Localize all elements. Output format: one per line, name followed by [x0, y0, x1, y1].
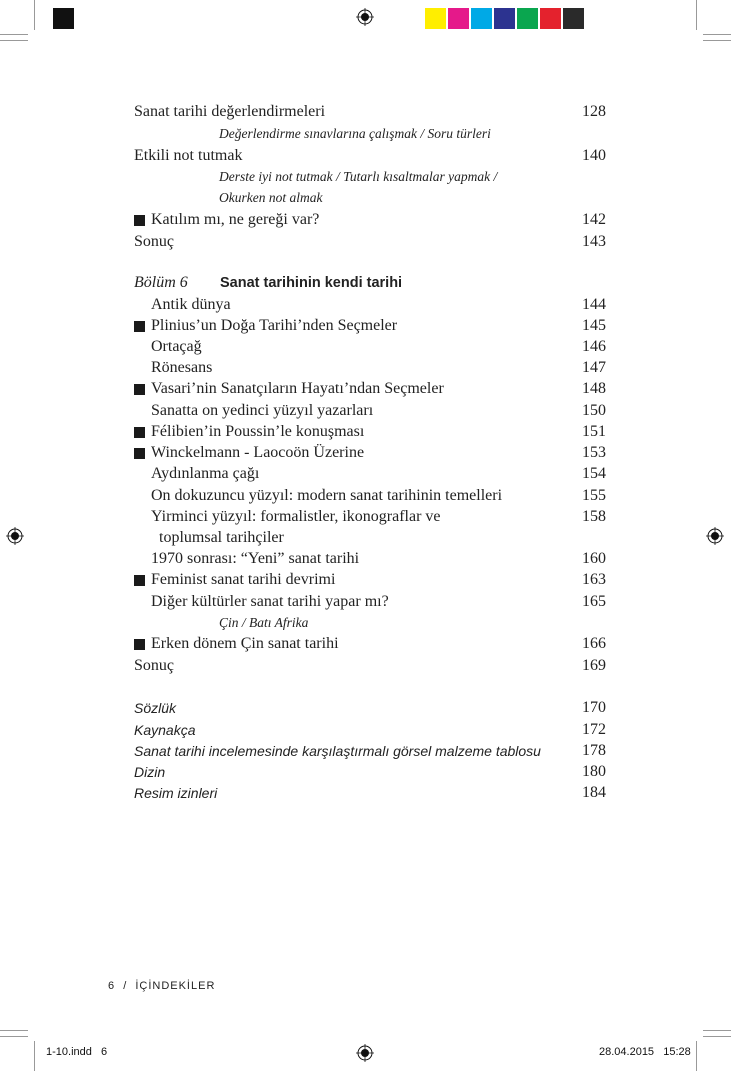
toc-subentry-title: Değerlendirme sınavlarına çalışmak / Soru türleri	[219, 126, 491, 141]
bullet-square-icon	[134, 384, 145, 395]
toc-backmatter-entry	[134, 719, 606, 741]
toc-entry-page: 170	[582, 699, 606, 716]
toc-entry-title: Etkili not tutmak	[134, 147, 243, 164]
toc-entry-title: toplumsal tarihçiler	[159, 529, 284, 546]
color-swatch-yellow	[425, 8, 446, 29]
toc-backmatter-entry	[134, 697, 606, 719]
toc-entry	[134, 400, 606, 422]
registration-square-black	[53, 8, 74, 29]
toc-entry-page: 151	[582, 423, 606, 440]
running-footer	[108, 980, 215, 992]
toc-entry-title: Feminist sanat tarihi devrimi	[151, 571, 336, 588]
toc-entry-page: 166	[582, 635, 606, 652]
slug-file-name: 1-10.indd 6	[46, 1046, 108, 1058]
toc-backmatter-entry	[134, 761, 606, 783]
toc-entry-title: Katılım mı, ne gereği var?	[151, 211, 320, 228]
crop-mark-top-right-h2	[703, 40, 731, 41]
toc-entry	[134, 548, 606, 570]
crop-mark-bottom-left-h	[0, 1030, 28, 1031]
toc-backmatter-entry	[134, 740, 606, 762]
bullet-square-icon	[134, 575, 145, 586]
crop-mark-top-left-v	[34, 0, 35, 30]
toc-entry-page: 172	[582, 721, 606, 738]
registration-target-right-icon	[706, 527, 724, 545]
bullet-square-icon	[134, 215, 145, 226]
toc-entry-page: 142	[582, 211, 606, 228]
chapter-title: Sanat tarihinin kendi tarihi	[220, 275, 403, 291]
toc-entry	[134, 655, 606, 677]
crop-mark-top-left-h	[0, 34, 28, 35]
toc-entry-page: 155	[582, 487, 606, 504]
toc-entry-page: 158	[582, 508, 606, 525]
toc-entry	[134, 231, 606, 253]
crop-mark-bottom-right-h	[703, 1030, 731, 1031]
toc-backmatter-entry	[134, 782, 606, 804]
registration-target-top-icon	[356, 8, 374, 26]
crop-mark-top-right-h	[703, 34, 731, 35]
toc-entry-title: Resim izinleri	[134, 785, 218, 801]
toc-entry	[134, 485, 606, 507]
toc-entry-page: 178	[582, 742, 606, 759]
toc-entry-page: 147	[582, 359, 606, 376]
toc-entry-boxed	[134, 378, 606, 400]
toc-subentry-title: Çin / Batı Afrika	[219, 615, 309, 630]
crop-mark-bottom-right-v	[696, 1041, 697, 1071]
toc-entry-title: Diğer kültürler sanat tarihi yapar mı?	[151, 593, 389, 610]
toc-entry-page: 163	[582, 571, 606, 588]
toc-entry	[134, 591, 606, 613]
crop-mark-bottom-left-h2	[0, 1036, 28, 1037]
toc-subentry	[134, 612, 606, 634]
toc-entry-page: 145	[582, 317, 606, 334]
toc-entry	[134, 145, 606, 167]
footer-section-title: İÇİNDEKİLER	[135, 980, 216, 992]
toc-entry-boxed	[134, 442, 606, 464]
toc-entry-page: 153	[582, 444, 606, 461]
toc-entry-page: 150	[582, 402, 606, 419]
toc-entry-title: Dizin	[134, 764, 166, 780]
registration-target-bottom-icon	[356, 1044, 374, 1062]
crop-mark-bottom-left-v	[34, 1041, 35, 1071]
footer-separator: /	[123, 980, 128, 992]
toc-entry-title: Aydınlanma çağı	[151, 465, 260, 482]
toc-entry-page: 180	[582, 763, 606, 780]
toc-entry-title: Sanatta on yedinci yüzyıl yazarları	[151, 402, 374, 419]
crop-mark-bottom-right-h2	[703, 1036, 731, 1037]
color-swatch-blue	[494, 8, 515, 29]
toc-entry-title: Antik dünya	[151, 296, 231, 313]
toc-entry-page: 184	[582, 784, 606, 801]
toc-entry	[134, 357, 606, 379]
toc-entry-title: Sonuç	[134, 657, 174, 674]
bullet-square-icon	[134, 427, 145, 438]
toc-entry-title: Winckelmann - Laocoön Üzerine	[151, 444, 365, 461]
toc-entry-page: 160	[582, 550, 606, 567]
toc-entry-title: Rönesans	[151, 359, 213, 376]
toc-entry-title: On dokuzuncu yüzyıl: modern sanat tarihinin temelleri	[151, 487, 503, 504]
toc-entry-title: Erken dönem Çin sanat tarihi	[151, 635, 339, 652]
toc-entry-title: Sanat tarihi incelemesinde karşılaştırmalı görsel malzeme tablosu	[134, 743, 541, 759]
chapter-label: Bölüm 6	[134, 274, 188, 291]
toc-entry-page: 143	[582, 233, 606, 250]
color-swatch-green	[517, 8, 538, 29]
toc-subentry	[134, 166, 606, 188]
toc-entry-page: 165	[582, 593, 606, 610]
color-swatch-magenta	[448, 8, 469, 29]
slug-date-time: 28.04.2015 15:28	[599, 1046, 691, 1058]
toc-entry-page: 144	[582, 296, 606, 313]
toc-entry-title: Kaynakça	[134, 722, 196, 738]
registration-target-left-icon	[6, 527, 24, 545]
toc-entry-boxed	[134, 315, 606, 337]
crop-mark-top-right-v	[696, 0, 697, 30]
toc-entry-page: 169	[582, 657, 606, 674]
bullet-square-icon	[134, 639, 145, 650]
bullet-square-icon	[134, 448, 145, 459]
toc-entry-continuation	[134, 527, 606, 549]
toc-subentry	[134, 187, 606, 209]
toc-entry	[134, 463, 606, 485]
color-swatch-cyan	[471, 8, 492, 29]
chapter-heading	[134, 272, 606, 294]
toc-subentry	[134, 123, 606, 145]
footer-page-number: 6	[108, 980, 116, 992]
toc-entry	[134, 101, 606, 123]
toc-entry-title: Yirminci yüzyıl: formalistler, ikonograflar ve	[151, 508, 441, 525]
toc-entry-boxed	[134, 421, 606, 443]
bullet-square-icon	[134, 321, 145, 332]
toc-entry-boxed	[134, 569, 606, 591]
crop-mark-top-left-h2	[0, 40, 28, 41]
toc-entry-title: Sanat tarihi değerlendirmeleri	[134, 103, 326, 120]
toc-entry-title: Sözlük	[134, 700, 177, 716]
toc-entry-boxed	[134, 633, 606, 655]
toc-entry-title: 1970 sonrası: “Yeni” sanat tarihi	[151, 550, 360, 567]
toc-entry-page: 154	[582, 465, 606, 482]
toc-entry-title: Vasari’nin Sanatçıların Hayatı’ndan Seçmeler	[151, 380, 444, 397]
toc-entry-title: Félibien’in Poussin’le konuşması	[151, 423, 365, 440]
toc-entry-page: 146	[582, 338, 606, 355]
toc-entry-boxed	[134, 209, 606, 231]
toc-entry	[134, 294, 606, 316]
toc-entry-page: 148	[582, 380, 606, 397]
color-swatch-dark	[563, 8, 584, 29]
toc-entry-page: 128	[582, 103, 606, 120]
toc-entry-title: Ortaçağ	[151, 338, 202, 355]
toc-subentry-title: Okurken not almak	[219, 190, 323, 205]
toc-entry-title: Plinius’un Doğa Tarihi’nden Seçmeler	[151, 317, 398, 334]
toc-subentry-title: Derste iyi not tutmak / Tutarlı kısaltmalar yapmak /	[219, 169, 498, 184]
toc-entry	[134, 506, 606, 528]
toc-entry	[134, 336, 606, 358]
toc-entry-title: Sonuç	[134, 233, 174, 250]
toc-entry-page: 140	[582, 147, 606, 164]
color-swatch-red	[540, 8, 561, 29]
